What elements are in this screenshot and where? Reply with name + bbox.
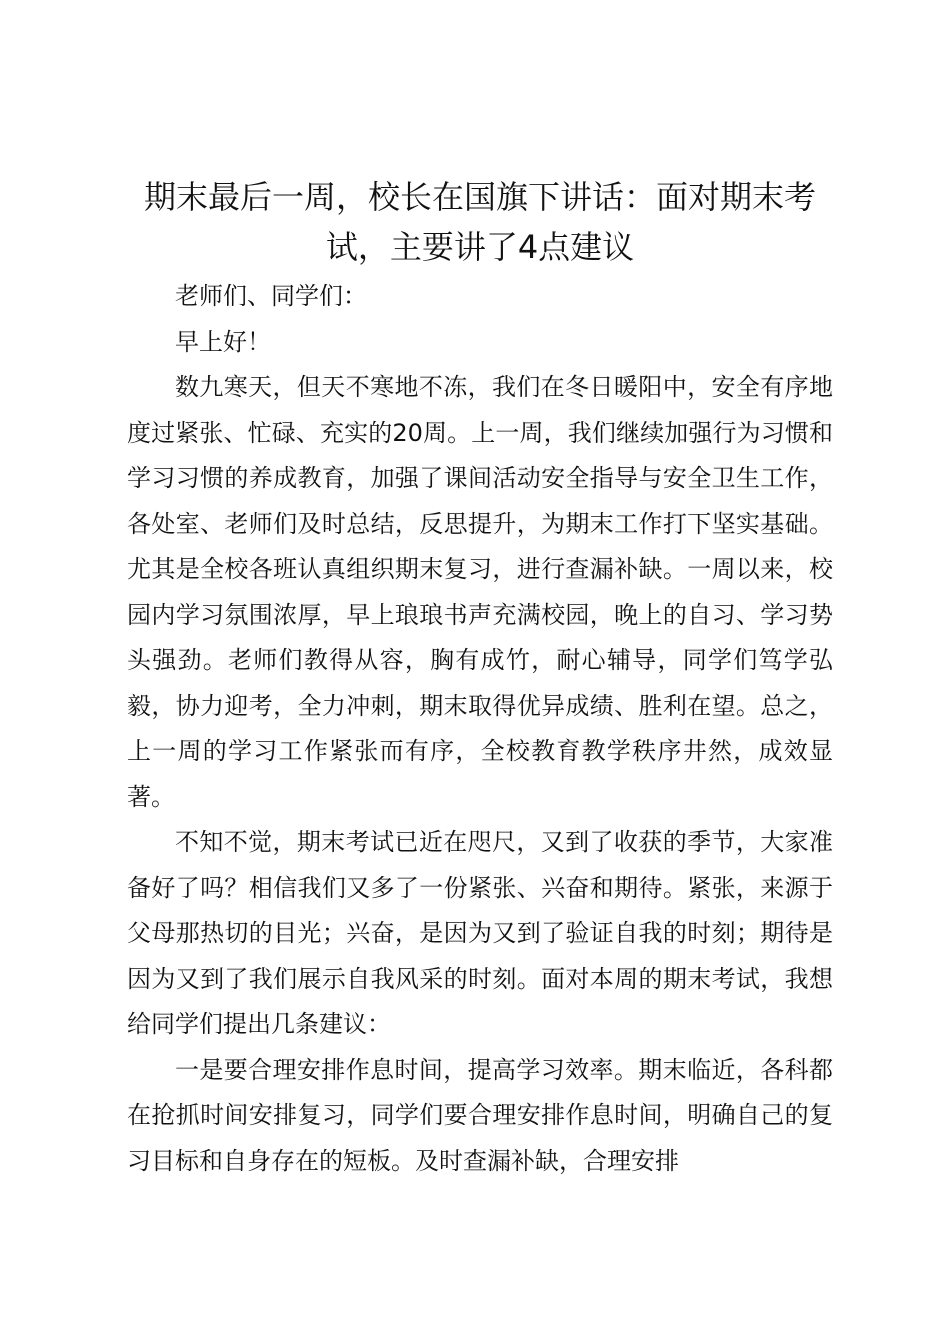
document-body xyxy=(127,172,833,1184)
document-title: 期末最后一周，校长在国旗下讲话：面对期末考试，主要讲了4点建议 xyxy=(143,178,816,266)
paragraph-review: 数九寒天，但天不寒地不冻，我们在冬日暖阳中，安全有序地度过紧张、忙碌、充实的20周。上一周，我们继续加强行为习惯和学习习惯的养成教育，加强了课间活动安全指导与安全卫生工作，各处室、老师们及时总结，反思提升，为期末工作打下坚实基础。尤其是全校各班认真组织期末复习，进行查漏补缺。一周以来，校园内学习氛围浓厚，早上琅琅书声充满校园，晚上的自习、学习势头强劲。老师们教得从容，胸有成竹，耐心辅导，同学们笃学弘毅，协力迎考，全力冲刺，期末取得优异成绩、胜利在望。总之，上一周的学习工作紧张而有序，全校教育教学秩序井然，成效显著。 xyxy=(127,373,833,811)
paragraph-salutation: 老师们、同学们： xyxy=(175,282,367,310)
paragraph-exam-intro: 不知不觉，期末考试已近在咫尺，又到了收获的季节，大家准备好了吗？相信我们又多了一份紧张、兴奋和期待。紧张，来源于父母那热切的目光；兴奋，是因为又到了验证自我的时刻；期待是因为又到了我们展示自我风采的时刻。面对本周的期末考试，我想给同学们提出几条建议： xyxy=(127,828,833,1038)
paragraph-suggestion-one: 一是要合理安排作息时间，提高学习效率。期末临近，各科都在抢抓时间安排复习，同学们要合理安排作息时间，明确自己的复习目标和自身存在的短板。及时查漏补缺，合理安排 xyxy=(127,1055,833,1175)
paragraph-greeting: 早上好！ xyxy=(175,327,271,356)
